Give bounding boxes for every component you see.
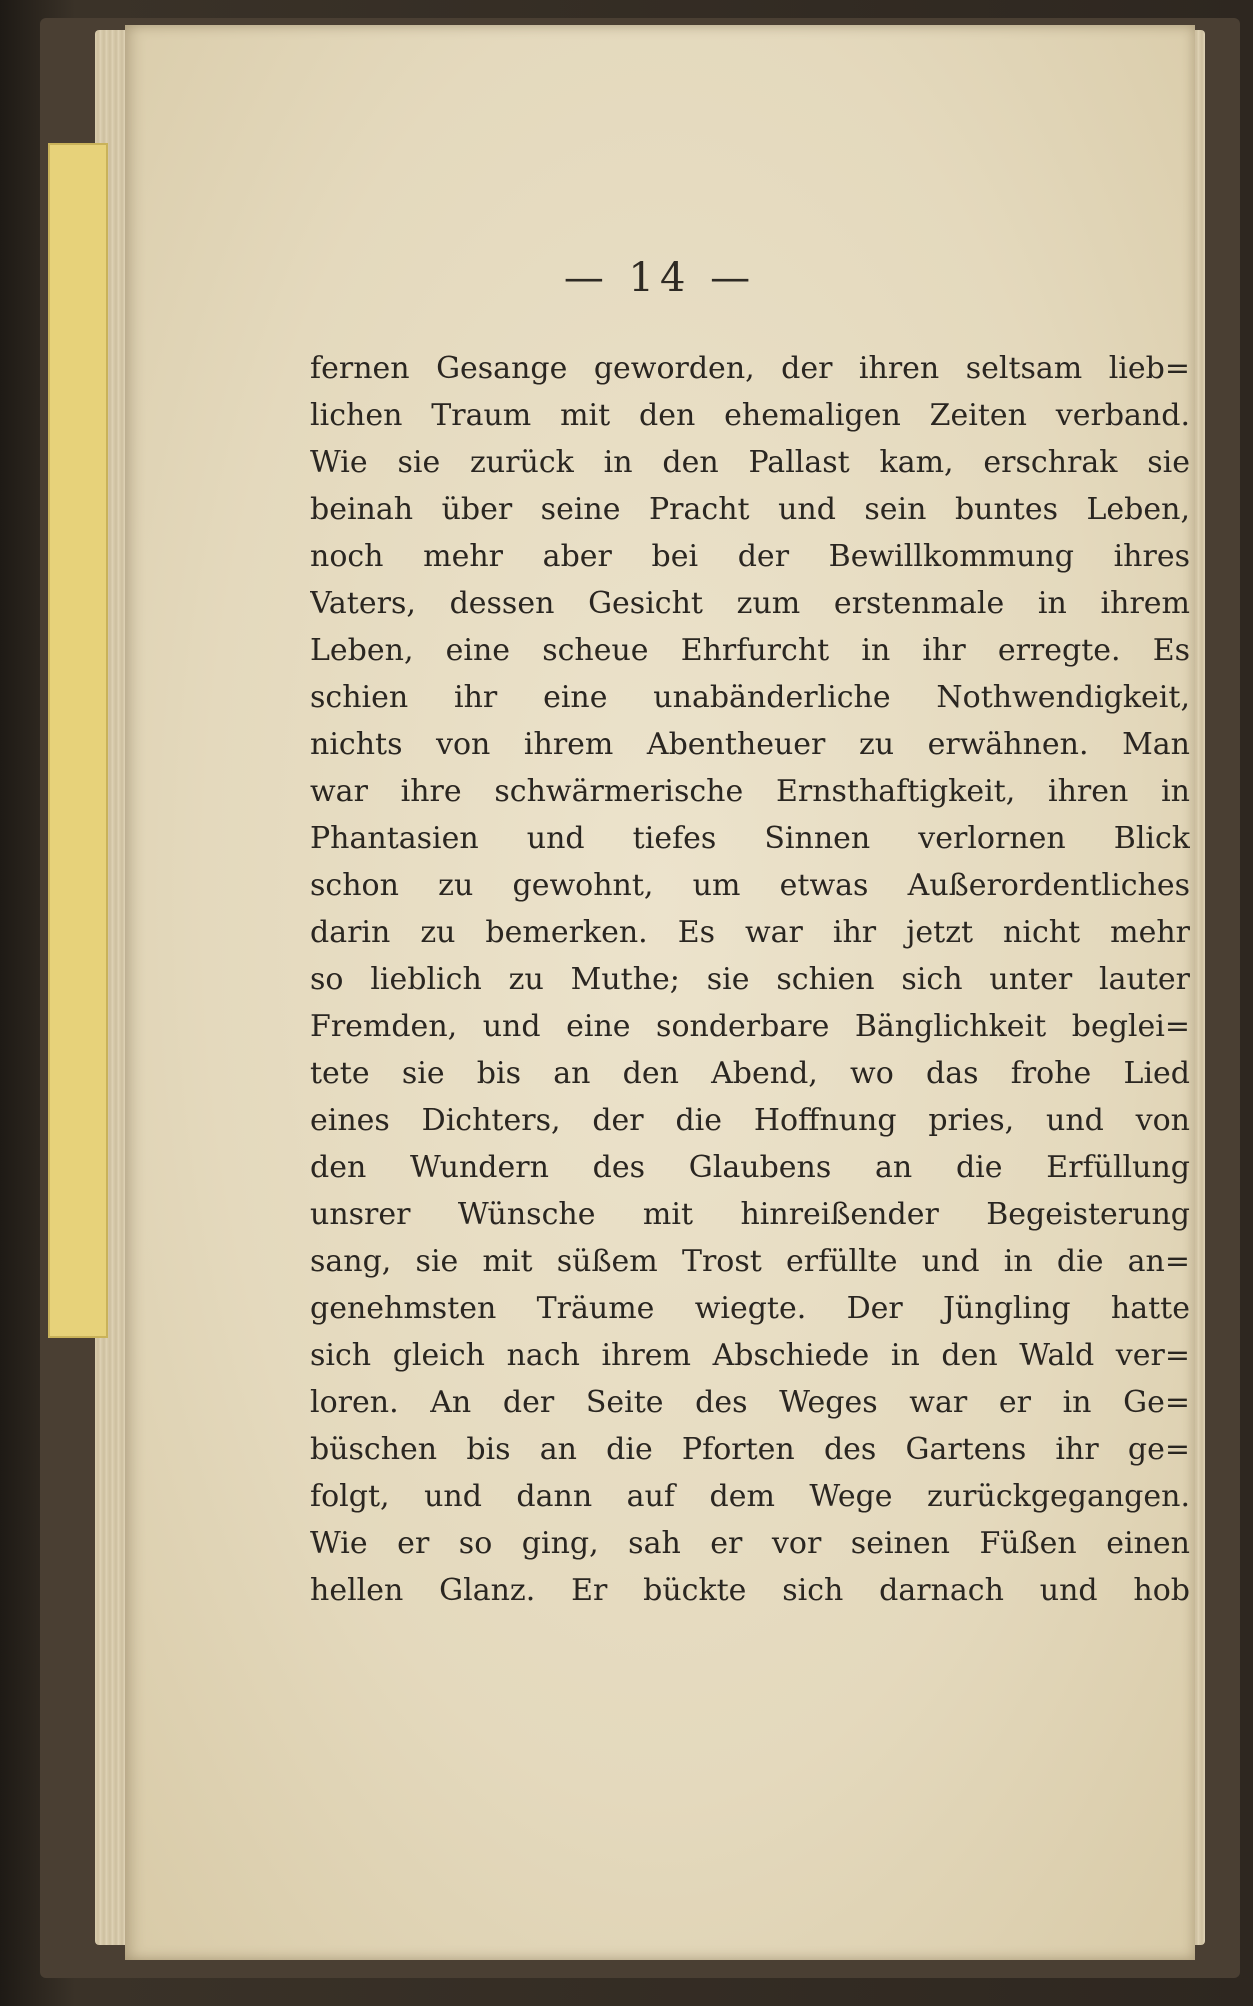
- text-line-6: Vaters, dessen Gesicht zum erstenmale in ihrem: [310, 586, 1190, 621]
- text-line-5: noch mehr aber bei der Bewillkommung ihres: [310, 539, 1190, 574]
- text-line-15: Fremden, und eine sonderbare Bänglichkeit beglei=: [310, 1009, 1190, 1044]
- text-line-13: darin zu bemerken. Es war ihr jetzt nicht mehr: [310, 915, 1190, 950]
- text-line-2: lichen Traum mit den ehemaligen Zeiten verband.: [310, 398, 1190, 433]
- text-line-7: Leben, eine scheue Ehrfurcht in ihr erregte. Es: [310, 633, 1190, 668]
- text-line-3: Wie sie zurück in den Pallast kam, erschrak sie: [310, 445, 1190, 480]
- text-line-19: unsrer Wünsche mit hinreißender Begeisterung: [310, 1197, 1190, 1232]
- text-line-14: so lieblich zu Muthe; sie schien sich unter lauter: [310, 962, 1190, 997]
- text-line-8: schien ihr eine unabänderliche Nothwendigkeit,: [310, 680, 1190, 715]
- text-line-23: loren. An der Seite des Weges war er in Ge=: [310, 1385, 1190, 1420]
- page-text: [310, 345, 1190, 1614]
- text-line-18: den Wundern des Glaubens an die Erfüllung: [310, 1150, 1190, 1185]
- text-line-9: nichts von ihrem Abentheuer zu erwähnen. Man: [310, 727, 1190, 762]
- text-line-24: büschen bis an die Pforten des Gartens ihr ge=: [310, 1432, 1190, 1467]
- text-line-17: eines Dichters, der die Hoffnung pries, und von: [310, 1103, 1190, 1138]
- text-line-1: fernen Gesange geworden, der ihren seltsam lieb=: [310, 351, 1190, 386]
- text-line-10: war ihre schwärmerische Ernsthaftigkeit, ihren in: [310, 774, 1190, 809]
- text-line-11: Phantasien und tiefes Sinnen verlornen Blick: [310, 821, 1190, 856]
- text-line-20: sang, sie mit süßem Trost erfüllte und in die an=: [310, 1244, 1190, 1279]
- page-number: — 14 —: [563, 255, 757, 301]
- text-line-25: folgt, und dann auf dem Wege zurückgegangen.: [310, 1479, 1190, 1514]
- text-line-12: schon zu gewohnt, um etwas Außerordentliches: [310, 868, 1190, 903]
- book-page: [125, 25, 1195, 1960]
- text-line-4: beinah über seine Pracht und sein buntes Leben,: [310, 492, 1190, 527]
- text-line-27: hellen Glanz. Er bückte sich darnach und hob: [310, 1573, 1190, 1608]
- bookmark-tab: [48, 143, 108, 1338]
- text-line-16: tete sie bis an den Abend, wo das frohe Lied: [310, 1056, 1190, 1091]
- text-line-26: Wie er so ging, sah er vor seinen Füßen einen: [310, 1526, 1190, 1561]
- text-line-22: sich gleich nach ihrem Abschiede in den Wald ver=: [310, 1338, 1190, 1373]
- text-line-21: genehmsten Träume wiegte. Der Jüngling hatte: [310, 1291, 1190, 1326]
